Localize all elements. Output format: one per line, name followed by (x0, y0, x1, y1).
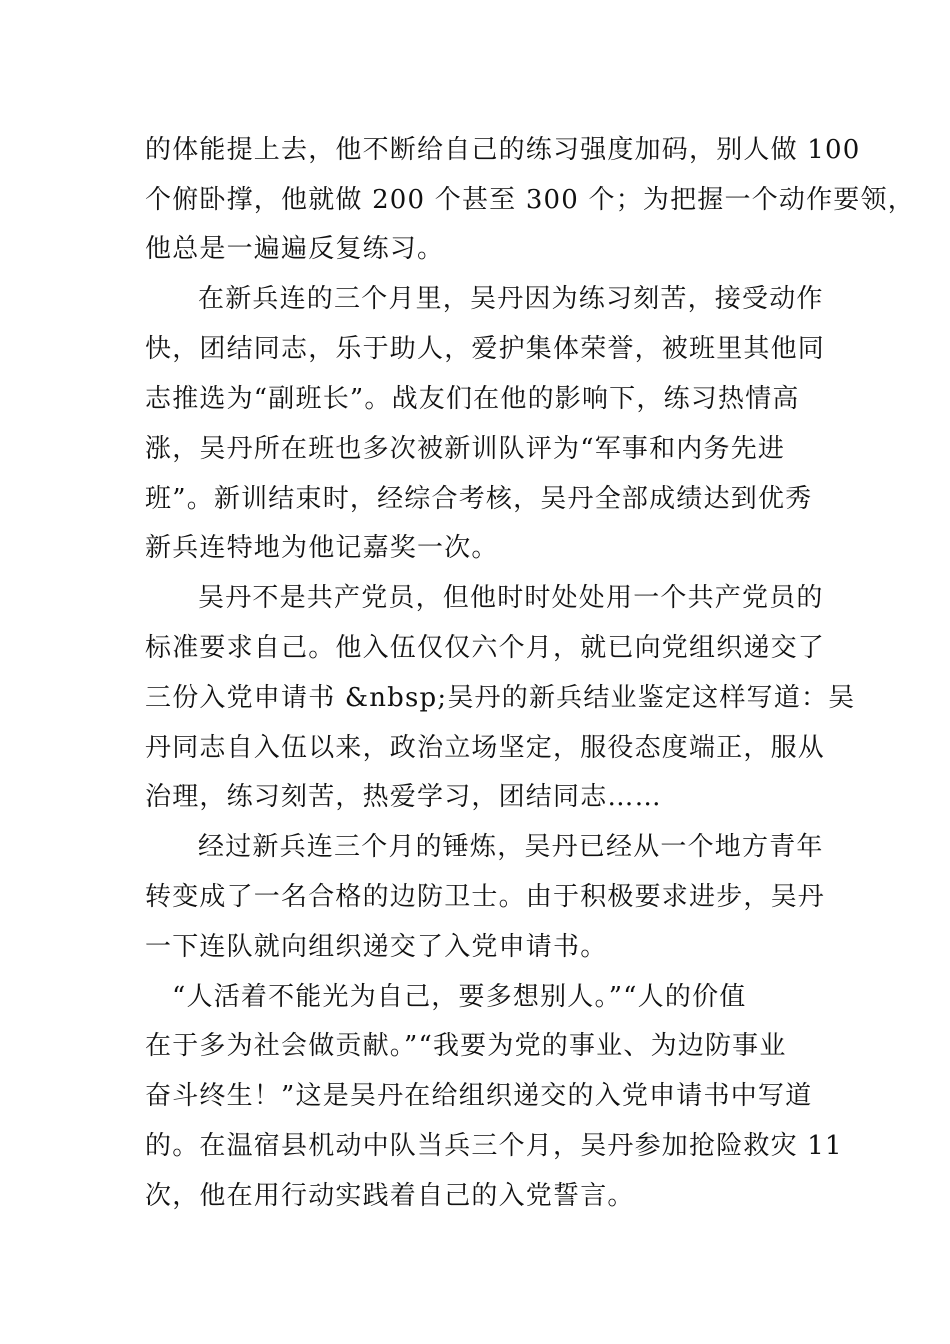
paragraph-line: 三份入党申请书 &nbsp;吴丹的新兵结业鉴定这样写道：吴 (145, 683, 856, 713)
paragraph-line: 班”。新训结束时，经综合考核，吴丹全部成绩达到优秀 (145, 484, 813, 514)
paragraph-line: 吴丹不是共产党员，但他时时处处用一个共产党员的 (198, 583, 824, 613)
paragraph-line: 一下连队就向组织递交了入党申请书。 (145, 932, 608, 962)
paragraph-line: 新兵连特地为他记嘉奖一次。 (145, 533, 499, 563)
paragraph-line: 他总是一遍遍反复练习。 (145, 234, 445, 264)
paragraph-line: 经过新兵连三个月的锤炼，吴丹已经从一个地方青年 (198, 832, 824, 862)
paragraph-line: 次，他在用行动实践着自己的入党誓言。 (145, 1181, 635, 1211)
paragraph-line: 丹同志自入伍以来，政治立场坚定，服役态度端正，服从 (145, 733, 826, 763)
paragraph-line: “人活着不能光为自己，要多想别人。”“人的价值 (172, 982, 747, 1012)
paragraph-line: 奋斗终生！”这是吴丹在给组织递交的入党申请书中写道 (145, 1081, 813, 1111)
paragraph-line: 快，团结同志，乐于助人，爱护集体荣誉，被班里其他同 (145, 334, 826, 364)
paragraph-line: 的。在温宿县机动中队当兵三个月，吴丹参加抢险救灾 11 (145, 1131, 843, 1161)
paragraph-line: 转变成了一名合格的边防卫士。由于积极要求进步，吴丹 (145, 882, 826, 912)
paragraph-line: 治理，练习刻苦，热爱学习，团结同志…… (145, 782, 662, 812)
paragraph-line: 涨，吴丹所在班也多次被新训队评为“军事和内务先进 (145, 434, 786, 464)
paragraph-line: 在新兵连的三个月里，吴丹因为练习刻苦，接受动作 (198, 284, 824, 314)
paragraph-line: 个俯卧撑，他就做 200 个甚至 300 个；为把握一个动作要领， (145, 185, 915, 215)
paragraph-line: 在于多为社会做贡献。”“我要为党的事业、为边防事业 (145, 1031, 787, 1061)
paragraph-line: 的体能提上去，他不断给自己的练习强度加码，别人做 100 (145, 135, 861, 165)
paragraph-line: 志推选为“副班长”。战友们在他的影响下，练习热情高 (145, 384, 800, 414)
paragraph-line: 标准要求自己。他入伍仅仅六个月，就已向党组织递交了 (145, 633, 826, 663)
